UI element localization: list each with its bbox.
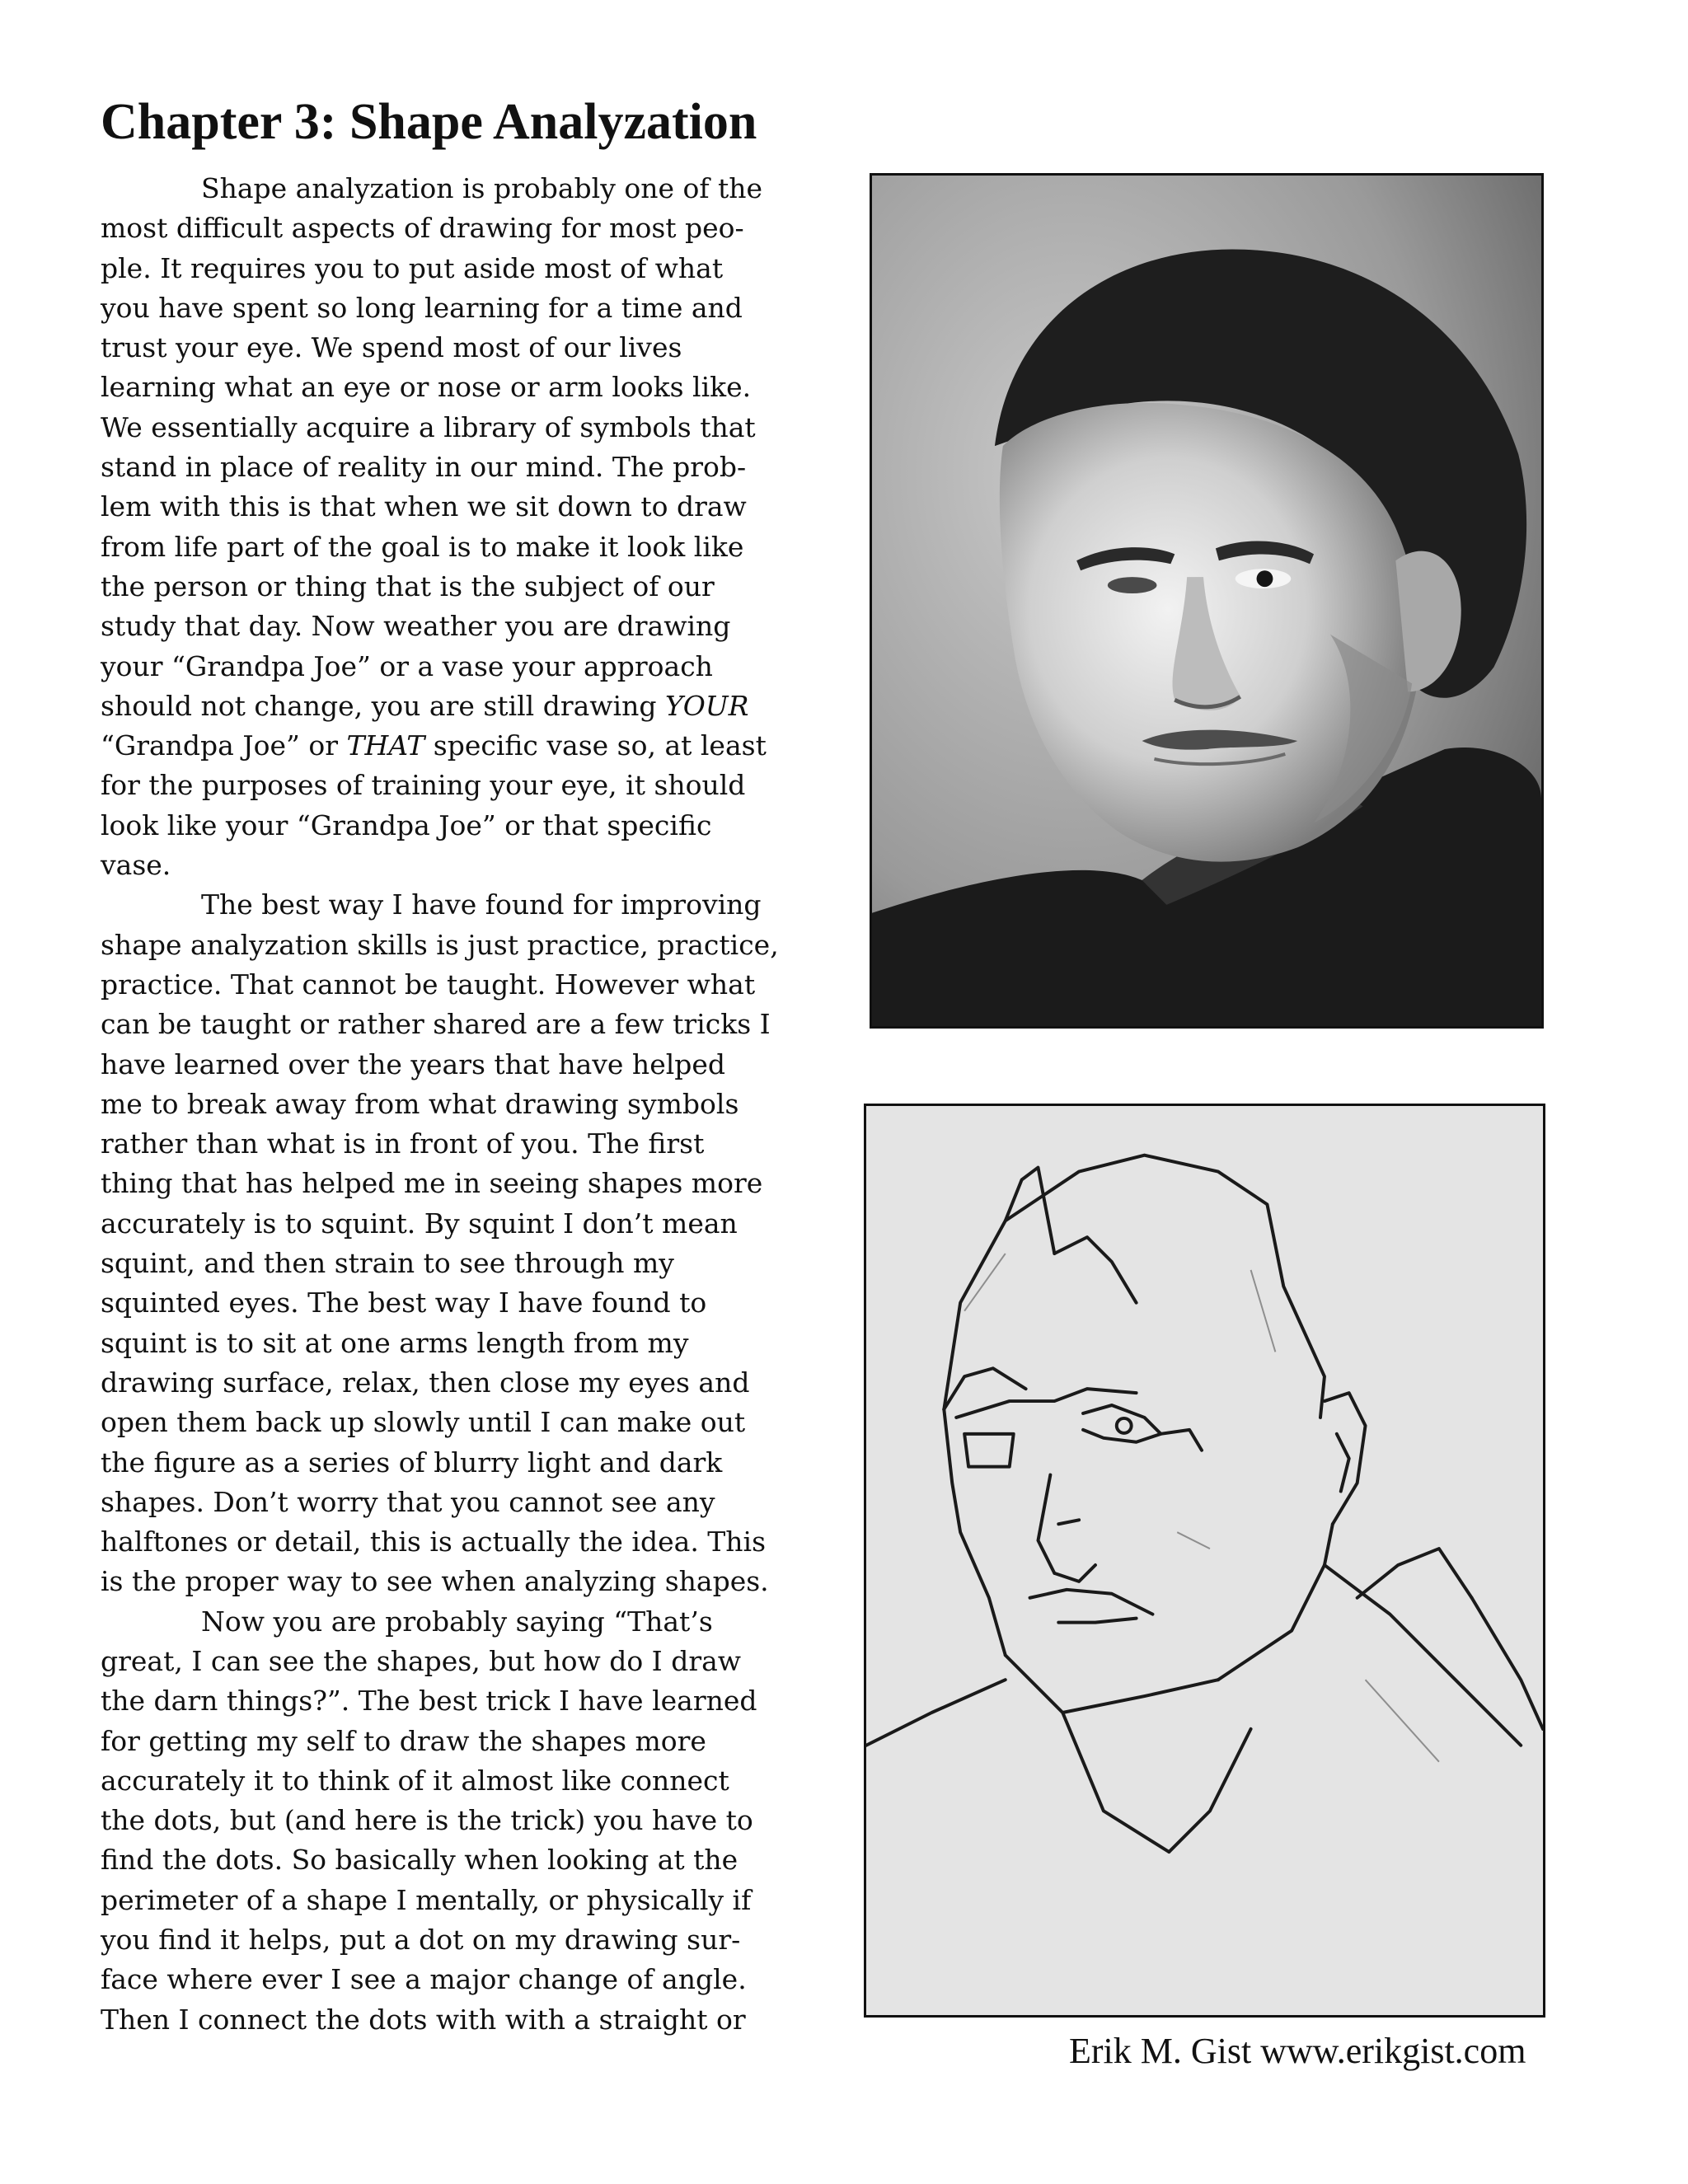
body-text-line (101, 687, 826, 726)
text-segment: me to break away from what drawing symbols (101, 1087, 739, 1120)
body-text-line (101, 1124, 826, 1164)
body-text-line (101, 1960, 826, 1999)
text-segment: accurately it to think of it almost like connect (101, 1764, 729, 1797)
text-segment: study that day. Now weather you are drawing (101, 610, 731, 643)
text-segment: you have spent so long learning for a time and (101, 291, 743, 324)
body-text-line (101, 1324, 826, 1363)
body-text-line (101, 726, 826, 766)
text-segment: from life part of the goal is to make it look like (101, 530, 744, 563)
text-segment: should not change, you are still drawing (101, 689, 665, 722)
text-segment: Now you are probably saying “That’s (201, 1605, 713, 1638)
body-text-line (101, 1244, 826, 1283)
text-segment: The best way I have found for improving (201, 888, 762, 921)
body-text-line (101, 766, 826, 805)
text-segment: find the dots. So basically when looking at the (101, 1844, 738, 1877)
body-text-line (101, 1602, 826, 1642)
body-text-line (101, 2000, 826, 2040)
body-text-line (101, 448, 826, 487)
body-text-line (101, 487, 826, 527)
body-text-line (101, 1881, 826, 1920)
body-text-line (101, 926, 826, 965)
body-text-line (101, 1443, 826, 1483)
text-segment: for the purposes of training your eye, it should (101, 769, 746, 802)
body-text-line (101, 1681, 826, 1721)
text-segment: shapes. Don’t worry that you cannot see any (101, 1485, 715, 1518)
body-text-line (101, 1642, 826, 1681)
body-text-line (101, 1562, 826, 1601)
body-text-line (101, 1522, 826, 1562)
body-text-line (101, 169, 826, 209)
body-text-line (101, 1164, 826, 1203)
text-segment: open them back up slowly until I can make out (101, 1406, 746, 1439)
text-segment: trust your eye. We spend most of our lives (101, 331, 682, 364)
text-segment: squinted eyes. The best way I have found to (101, 1286, 707, 1319)
text-segment: can be taught or rather shared are a few tricks I (101, 1008, 771, 1041)
body-text-line (101, 885, 826, 925)
text-segment: stand in place of reality in our mind. The prob- (101, 451, 747, 484)
body-text-line (101, 1920, 826, 1960)
text-segment: squint is to sit at one arms length from my (101, 1326, 689, 1359)
text-segment: “Grandpa Joe” or (101, 729, 347, 762)
text-segment: We essentially acquire a library of symbols that (101, 410, 756, 443)
body-text-line (101, 368, 826, 407)
portrait-photo (870, 173, 1544, 1029)
body-text-line (101, 1483, 826, 1522)
text-segment: have learned over the years that have helped (101, 1047, 726, 1080)
body-text-line (101, 965, 826, 1005)
body-text-line (101, 1204, 826, 1244)
body-text-line (101, 1005, 826, 1044)
text-segment: Then I connect the dots with with a straight or (101, 2003, 746, 2036)
body-text-line (101, 527, 826, 567)
body-text-line (101, 1722, 826, 1761)
text-segment: accurately is to squint. By squint I don’t mean (101, 1207, 738, 1240)
text-segment: your “Grandpa Joe” or a vase your approach (101, 649, 713, 682)
body-text-line (101, 846, 826, 885)
text-segment: ple. It requires you to put aside most of what (101, 251, 724, 284)
chapter-title: Chapter 3: Shape Analyzation (101, 94, 757, 150)
text-segment: practice. That cannot be taught. However what (101, 968, 756, 1001)
body-text-line (101, 1363, 826, 1403)
body-text-line (101, 567, 826, 607)
body-text-line (101, 408, 826, 448)
text-segment: thing that has helped me in seeing shapes more (101, 1167, 763, 1200)
body-text-line (101, 328, 826, 368)
body-text-line (101, 1283, 826, 1323)
text-segment: drawing surface, relax, then close my eyes and (101, 1366, 750, 1399)
text-segment: learning what an eye or nose or arm looks like. (101, 371, 752, 404)
text-segment: Shape analyzation is probably one of the (201, 172, 763, 204)
text-segment: you find it helps, put a dot on my drawing sur- (101, 1924, 741, 1957)
body-text (101, 169, 826, 2040)
text-segment: vase. (101, 849, 171, 882)
text-segment: perimeter of a shape I mentally, or physically if (101, 1883, 752, 1916)
text-segment: the person or thing that is the subject of our (101, 569, 715, 602)
body-text-line (101, 1085, 826, 1124)
text-segment: specific vase so, at least (424, 729, 767, 762)
text-segment: the darn things?”. The best trick I have learned (101, 1685, 757, 1718)
text-segment: the dots, but (and here is the trick) you have to (101, 1804, 753, 1837)
text-segment: look like your “Grandpa Joe” or that specific (101, 808, 712, 841)
photo-caption: Erik M. Gist www.erikgist.com (1069, 2031, 1526, 2071)
text-segment: is the proper way to see when analyzing shapes. (101, 1565, 769, 1598)
body-text-line (101, 806, 826, 846)
body-text-line (101, 1045, 826, 1085)
text-segment: rather than what is in front of you. The first (101, 1127, 705, 1160)
body-text-line (101, 607, 826, 646)
body-text-line (101, 1403, 826, 1442)
emphasis-text: THAT (346, 729, 425, 762)
text-segment: face where ever I see a major change of angle. (101, 1963, 747, 1996)
emphasis-text: YOUR (664, 689, 749, 722)
text-segment: great, I can see the shapes, but how do I draw (101, 1644, 742, 1677)
body-text-line (101, 249, 826, 288)
portrait-sketch (864, 1104, 1545, 2018)
text-segment: lem with this is that when we sit down to draw (101, 490, 747, 523)
text-segment: shape analyzation skills is just practice, practice, (101, 928, 779, 961)
body-text-line (101, 1801, 826, 1840)
body-text-line (101, 1840, 826, 1880)
text-segment: for getting my self to draw the shapes more (101, 1724, 706, 1757)
body-text-line (101, 288, 826, 328)
text-segment: most difficult aspects of drawing for most peo- (101, 212, 744, 245)
text-segment: squint, and then strain to see through my (101, 1247, 674, 1280)
body-text-line (101, 1761, 826, 1801)
text-segment: the figure as a series of blurry light and dark (101, 1446, 723, 1479)
text-segment: halftones or detail, this is actually the idea. This (101, 1526, 767, 1558)
body-text-line (101, 209, 826, 248)
body-text-line (101, 647, 826, 687)
